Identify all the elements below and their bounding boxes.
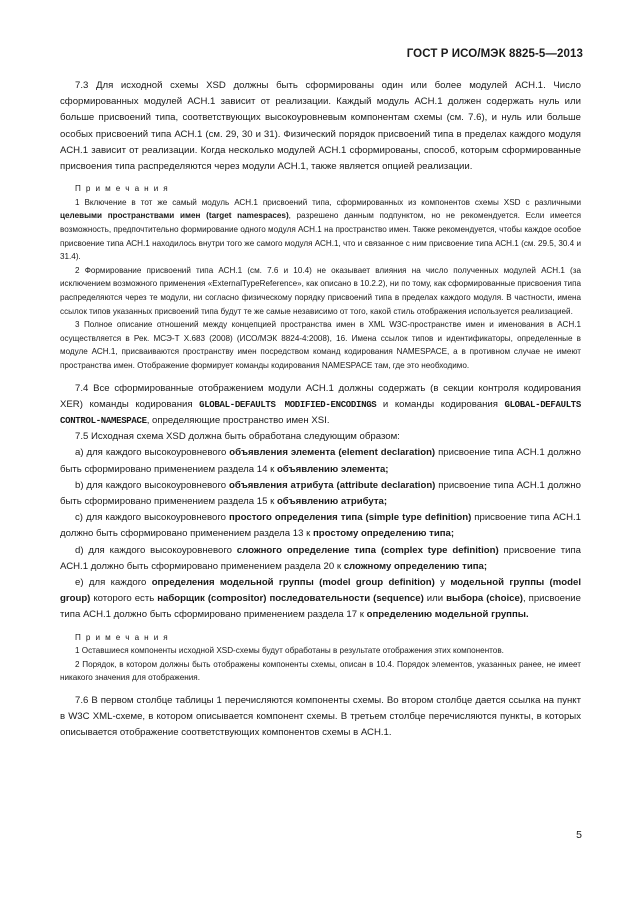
notes-label: П р и м е ч а н и я — [75, 632, 170, 642]
page-content — [60, 78, 581, 742]
paragraph-7-4: 7.4 Все сформированные отображением модули АСН.1 должны содержать (в секции контроля кодирования XER) команды кодирования GLOBAL-DEFAULTS MODIFIED-ENCODINGS и команды кодирования GLOBAL-DEFAULTS CONTROL-NAMESPACE, определяющие пространство имен XSI. — [60, 382, 581, 426]
notes-label: П р и м е ч а н и я — [75, 184, 170, 194]
note-2: 2 Формирование присвоений типа АСН.1 (см. 7.6 и 10.4) не оказывает влияния на число полученных модулей АСН.1 (за исключением возможного применения «ExternalTypeReference», как описано в 10.2.2), ни по тому, как сформированные присвоения типа распределяются через те модули, ни согласно физическому порядку присвоений типа в пределах каждого модуля. В частности, имена ссылок типов указанных присвоений типа будут те же самые независимо от того, какой стиль отображения используется реализацией. — [60, 265, 581, 316]
note-1: 1 Оставшиеся компоненты исходной XSD-схемы будут обработаны в результате отображения этих компонентов. — [75, 646, 504, 656]
list-item-a: a) для каждого высокоуровневого объявления элемента (element declaration) присвоение типа АСН.1 должно быть сформировано применением раздела 14 к объявлению элемента; — [60, 447, 582, 475]
list-item-c: c) для каждого высокоуровневого простого определения типа (simple type definition) присвоение типа АСН.1 должно быть сформировано применением раздела 13 к простому определению типа; — [60, 512, 581, 540]
list-item-e: e) для каждого определения модельной группы (model group definition) у модельной группы (model group) которого есть наборщик (compositor) последовательности (sequence) или выбора (choice), присвоение типа АСН.1 должно быть сформировано применением раздела 17 к определению модельной группы. — [60, 576, 581, 621]
list-item-d: d) для каждого высокоуровневого сложного определение типа (complex type definition) присвоение типа АСН.1 должно быть сформировано применением раздела 20 к сложному определению типа; — [60, 544, 581, 572]
paragraph-7-3: 7.3 Для исходной схемы XSD должны быть сформированы один или более модулей АСН.1. Число сформированных модулей АСН.1 зависит от реализации. Каждый модуль АСН.1 должен содержать нуль или больше присвоений типа, соответствующих высокоуровневым компонентам схемы (см. 7.6), и нуль или больше особых присвоений типа АСН.1 (см. 29, 30 и 31). Физический порядок присвоений типа в пределах каждого модуля АСН.1 зависит от реализации. Когда несколько модулей АСН.1 сформированы, способ, которым сформированные присвоения типа распределяются через модули АСН.1, также является опцией реализации. — [60, 80, 581, 173]
list-item-b: b) для каждого высокоуровневого объявления атрибута (attribute declaration) присвоение типа АСН.1 должно быть сформировано применением раздела 15 к объявлению атрибута; — [60, 479, 582, 507]
note-2: 2 Порядок, в котором должны быть отображены компоненты схемы, описан в 10.4. Порядок элементов, указанных ранее, не имеет никакого значения для отображения. — [60, 659, 581, 683]
document-code-header: ГОСТ Р ИСО/МЭК 8825-5—2013 — [406, 48, 583, 60]
note-1: 1 Включение в тот же самый модуль АСН.1 присвоений типа, сформированных из компонентов схемы XSD с различными целевыми пространствами имен (target namespaces), разрешено данным подпунктом, но не рекомендуется. Если имеется возможность, предпочтительно формирование одного модуля АСН.1 на пространство имен. Также рекомендуется, чтобы каждое особое присвоение типа АСН.1 находилось внутри того же самого модуля АСН.1, что и связанное с ним присвоение типа АСН.1 (см. 29.5, 30.4 и 31.4). — [60, 197, 581, 262]
notes-block-1 — [60, 182, 581, 372]
note-3: 3 Полное описание отношений между концепцией пространства имен в XML W3C-пространстве имен и именования в АСН.1 осуществляется в Рек. МСЭ-Т X.683 (2008) (ИСО/МЭК 8824-4:2008), 16. Имена ссылок типов и идентификаторы, определенные в модуле АСН.1, присваиваются пространству имен посредством команд кодирования NAMESPACE, а в противном случае не имеют пространства имен. Отображение формирует команды кодирования NAMESPACE там, где это необходимо. — [60, 320, 581, 370]
paragraph-7-5: 7.5 Исходная схема XSD должна быть обработана следующим образом: — [75, 431, 400, 443]
page-number: 5 — [576, 829, 582, 841]
notes-block-2 — [60, 631, 581, 685]
paragraph-7-6: 7.6 В первом столбце таблицы 1 перечисляются компоненты схемы. Во втором столбце дается ссылка на пункт в W3C XML-схеме, в котором описывается компонент схемы. В третьем столбце перечисляются пункты, в которых описывается отображение соответствующих компонентов схемы в АСН.1. — [60, 694, 581, 739]
